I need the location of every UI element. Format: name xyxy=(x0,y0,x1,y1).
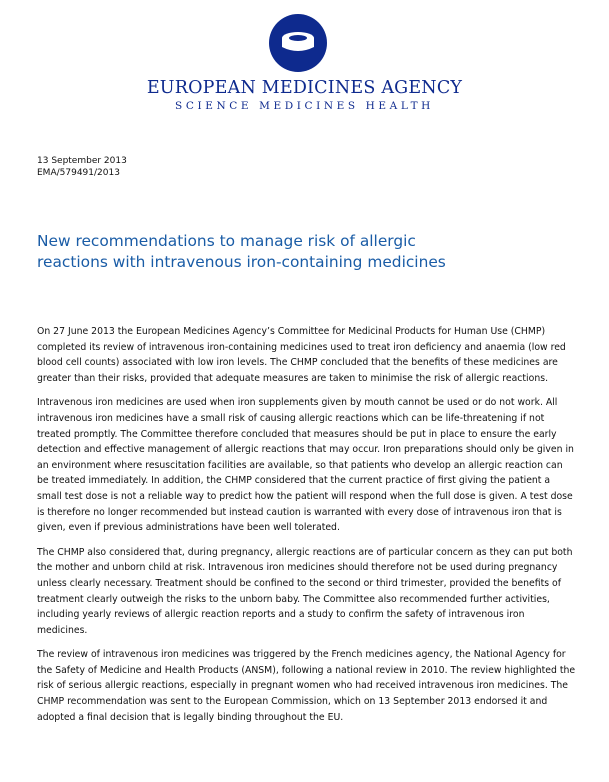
paragraph: Intravenous iron medicines are used when iron supplements given by mouth cannot be used or do not work. All intravenous iron medicines have a small risk of causing allergic reactions which can be life-threatening if not treated promptly. The Committee therefore concluded that measures should be put in place to ensure the early detection and effective management of allergic reactions that may occur. Iron preparations should only be given in an environment where resuscitation facilities are available, so that patients who develop an allergic reaction can be treated immediately. In addition, the CHMP considered that the current practice of first giving the patient a small test dose is not a reliable way to predict how the patient will respond when the full dose is given. A test dose is therefore no longer recommended but instead caution is warranted with every dose of intravenous iron that is given, even if previous administrations have been well tolerated. xyxy=(37,397,574,534)
paragraph: On 27 June 2013 the European Medicines Agency’s Committee for Medicinal Products for Human Use (CHMP) completed its review of intravenous iron-containing medicines used to treat iron deficiency and anaemia (low red blood cell counts) associated with low iron levels. The CHMP concluded that the benefits of these medicines are greater than their risks, provided that adequate measures are taken to minimise the risk of allergic reactions. xyxy=(37,326,566,384)
paragraph: The CHMP also considered that, during pregnancy, allergic reactions are of particular concern as they can put both the mother and unborn child at risk. Intravenous iron medicines should therefore not be used during pregnancy unless clearly necessary. Treatment should be confined to the second or third trimester, provided the benefits of treatment clearly outweigh the risks to the unborn baby. The Committee also recommended further activities, including yearly reviews of allergic reaction reports and a study to confirm the safety of intravenous iron medicines. xyxy=(37,546,573,636)
title-line-1: New recommendations to manage risk of allergic xyxy=(37,232,416,250)
document-body xyxy=(37,324,577,734)
title-line-2: reactions with intravenous iron-containing medicines xyxy=(37,253,446,271)
paragraph: The review of intravenous iron medicines was triggered by the French medicines agency, the National Agency for the Safety of Medicine and Health Products (ANSM), following a national review in 2010. The review highlighted the risk of serious allergic reactions, especially in pregnant women who had received intravenous iron medicines. The CHMP recommendation was sent to the European Commission, which on 13 September 2013 endorsed it and adopted a final decision that is legally binding throughout the EU. xyxy=(37,649,576,723)
document-reference: EMA/579491/2013 xyxy=(37,168,120,178)
document-date: 13 September 2013 xyxy=(37,156,127,166)
document-meta xyxy=(37,155,127,179)
document-title xyxy=(37,231,577,273)
agency-name: EUROPEAN MEDICINES AGENCY xyxy=(146,78,463,98)
ema-logo-icon xyxy=(269,14,327,72)
agency-tagline: SCIENCE MEDICINES HEALTH xyxy=(175,100,434,112)
